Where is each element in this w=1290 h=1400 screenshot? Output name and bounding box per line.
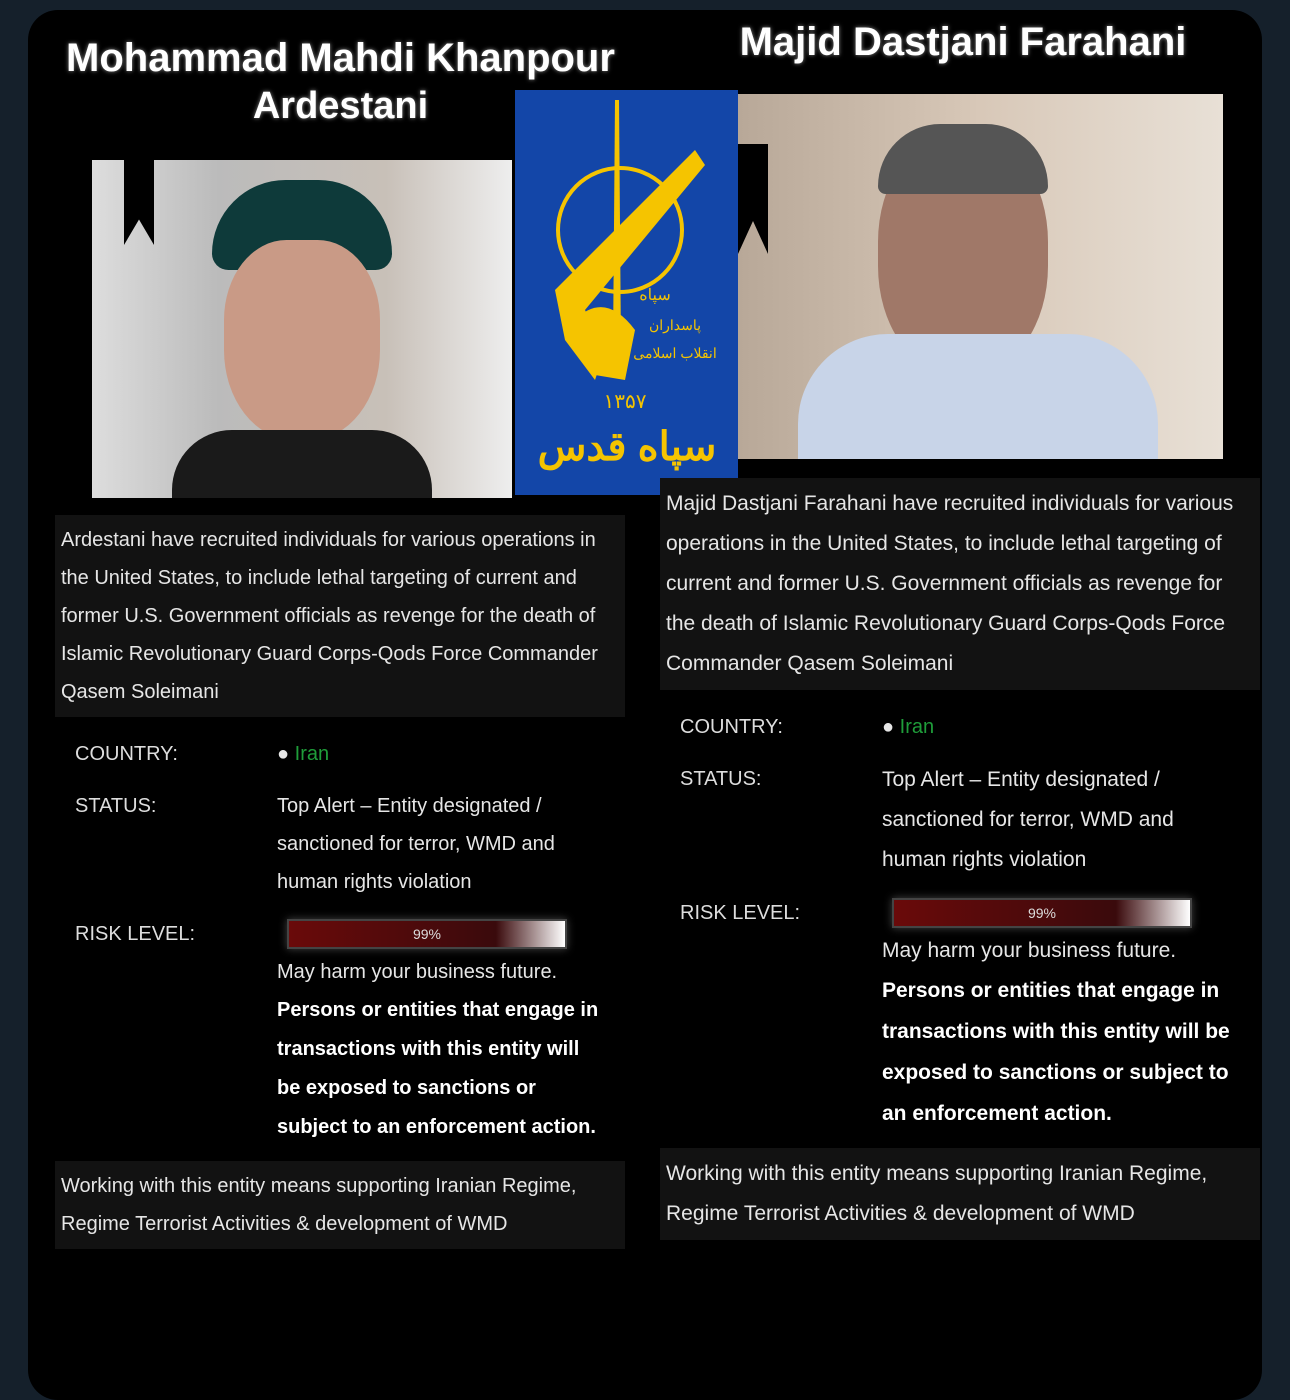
left-warning: Persons or entities that engage in transactions with this entity will be exposed to sanctions or subject to an enforcement action.	[277, 999, 599, 1138]
right-country: Iran	[899, 716, 935, 738]
left-country: Iran	[294, 743, 330, 765]
left-status: Top Alert – Entity designated / sanctioned for terror, WMD and human rights violation	[277, 795, 555, 893]
right-status-label: STATUS:	[680, 768, 762, 790]
left-person-photo	[92, 160, 512, 498]
svg-text:پاسداران: پاسداران	[648, 317, 702, 333]
left-details	[55, 515, 625, 1249]
left-country-label: COUNTRY:	[75, 743, 178, 765]
left-name-line1: Mohammad Mahdi Khanpour	[66, 36, 615, 80]
left-risk-bar: 99%	[287, 919, 567, 949]
svg-text:سپاه قدس: سپاه قدس	[537, 425, 717, 469]
left-risk-note: May harm your business future.	[277, 961, 558, 983]
mourning-ribbon-icon	[124, 160, 154, 245]
right-risk-label: RISK LEVEL:	[680, 902, 801, 924]
right-footer: Working with this entity means supporting Iranian Regime, Regime Terrorist Activities & development of WMD	[660, 1148, 1260, 1240]
image-card	[28, 10, 1262, 1400]
svg-text:۱۳۵۷: ۱۳۵۷	[603, 391, 647, 413]
svg-text:سپاه: سپاه	[639, 287, 671, 304]
right-name: Majid Dastjani Farahani	[739, 20, 1187, 64]
right-description: Majid Dastjani Farahani have recruited individuals for various operations in the United States, to include lethal targeting of current and former U.S. Government officials as revenge for the death of Islamic Revolutionary Guard Corps-Qods Force Commander Qasem Soleimani	[660, 478, 1260, 690]
svg-text:انقلاب اسلامی: انقلاب اسلامی	[633, 345, 717, 361]
right-country-label: COUNTRY:	[680, 716, 783, 738]
left-risk-label: RISK LEVEL:	[75, 923, 196, 945]
globe-icon: ●	[277, 743, 290, 765]
mourning-ribbon-icon	[738, 144, 768, 254]
globe-icon: ●	[882, 716, 895, 738]
right-risk-note: May harm your business future.	[882, 939, 1177, 962]
left-description: Ardestani have recruited individuals for various operations in the United States, to include lethal targeting of current and former U.S. Government officials as revenge for the death of Islamic Revolutionary Guard Corps-Qods Force Commander Qasem Soleimani	[55, 515, 625, 717]
right-warning: Persons or entities that engage in transactions with this entity will be exposed to sanctions or subject to an enforcement action.	[882, 979, 1230, 1125]
left-status-label: STATUS:	[75, 795, 157, 817]
irgc-qods-logo	[515, 90, 738, 495]
left-name-line2: Ardestani	[252, 85, 429, 127]
right-details	[660, 478, 1260, 1240]
right-person-photo	[738, 94, 1223, 459]
right-risk-bar: 99%	[892, 898, 1192, 928]
left-footer: Working with this entity means supporting Iranian Regime, Regime Terrorist Activities & development of WMD	[55, 1161, 625, 1249]
right-status: Top Alert – Entity designated / sanctioned for terror, WMD and human rights violation	[882, 768, 1174, 871]
